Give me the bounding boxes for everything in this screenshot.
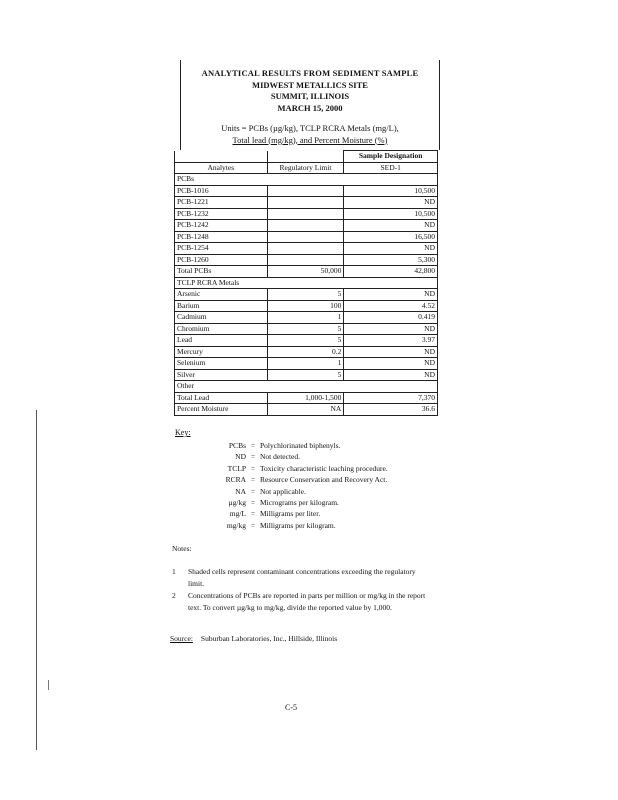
result-value: 7,370 [344,392,438,404]
result-value: 42,800 [344,266,438,278]
key-definition: Resource Conservation and Recovery Act. [260,475,388,485]
key-definition: Milligrams per liter. [260,509,321,519]
note-number: 2 [172,591,176,600]
limit-value: NA [267,404,344,416]
table-row [175,231,438,243]
table-row [175,185,438,197]
table-row [175,358,438,370]
note-item [172,566,432,589]
analyte-name: PCB-1221 [175,197,268,209]
units-line-2: Total lead (mg/kg), and Percent Moisture (%) [232,134,388,145]
key-equals: = [250,463,256,473]
limit-value: 1,000-1,500 [267,392,344,404]
result-value: 36.6 [344,404,438,416]
limit-value: 5 [267,323,344,335]
scan-margin-mark [48,680,49,690]
key-definition: Polychlorinated biphenyls. [260,441,341,450]
limit-value: 5 [267,335,344,347]
source-text: Suburban Laboratories, Inc., Hillside, Illinois [200,634,338,643]
table-row [175,346,438,358]
designation-header-row [175,151,438,163]
key-item [200,486,388,497]
analyte-name: Total Lead [175,392,268,404]
scan-margin-line [36,410,37,750]
analyte-name: Total PCBs [175,266,268,278]
analyte-name: PCB-1248 [175,231,268,243]
notes-title: Notes: [172,544,192,553]
key-definition: Milligrams per kilogram. [260,520,336,530]
key-equals: = [250,509,256,519]
key-equals: = [250,520,256,530]
result-value: 10,500 [344,208,438,220]
analyte-name: Mercury [175,346,268,358]
result-value: ND [344,243,438,255]
table-row [175,220,438,232]
table-header-block [180,60,440,150]
key-item [200,440,388,451]
section-label: Other [175,381,438,393]
key-abbr: mg/L [229,509,246,519]
key-abbr: ND [235,452,246,462]
analyte-name: PCB-1016 [175,185,268,197]
result-value: 3.97 [344,335,438,347]
result-value: ND [344,369,438,381]
table-row [175,323,438,335]
analyte-name: Cadmium [175,312,268,324]
result-value: 4.52 [344,300,438,312]
key-equals: = [250,441,256,450]
table-row [175,392,438,404]
limit-value: 1 [267,312,344,324]
section-label: TCLP RCRA Metals [175,277,438,289]
key-equals: = [250,452,256,462]
result-value: 0.419 [344,312,438,324]
result-value: 10,500 [344,185,438,197]
col-sed-1: SED-1 [344,162,438,174]
table-row [175,254,438,266]
limit-value [267,254,344,266]
sample-date: MARCH 15, 2000 [277,102,343,113]
key-abbr: PCBs [228,441,246,450]
key-abbr: RCRA [225,475,246,485]
result-value: ND [344,358,438,370]
site-name: MIDWEST METALLICS SITE [252,79,368,90]
analyte-name: PCB-1260 [175,254,268,266]
section-row-tclp [175,277,438,289]
key-item [200,497,388,508]
table-row [175,289,438,301]
section-row-other [175,381,438,393]
section-row-pcbs [175,174,438,186]
table-row [175,197,438,209]
analyte-name: Arsenic [175,289,268,301]
key-item [200,508,388,519]
col-analytes: Analytes [175,162,268,174]
key-abbr: µg/kg [228,498,246,508]
limit-value: 5 [267,369,344,381]
key-definition: Not applicable. [260,486,306,496]
column-header-row [175,162,438,174]
result-value: 5,300 [344,254,438,266]
units-line-1: Units = PCBs (µg/kg), TCLP RCRA Metals (mg/L), [221,123,399,133]
key-item [200,451,388,462]
key-definition: Not detected. [260,452,300,462]
col-regulatory-limit: Regulatory Limit [267,162,344,174]
table-row [175,404,438,416]
site-location: SUMMIT, ILLINOIS [270,91,350,101]
source-label: Source: [170,634,193,643]
limit-value [267,243,344,255]
key-item [200,474,388,485]
note-item [172,590,432,613]
table-row [175,300,438,312]
key-abbr: TCLP [227,463,246,473]
key-equals: = [250,475,256,485]
result-value: ND [344,197,438,209]
table-row [175,312,438,324]
table-row [175,208,438,220]
sample-designation-label: Sample Designation [344,151,438,163]
document-title: ANALYTICAL RESULTS FROM SEDIMENT SAMPLE [201,68,419,78]
section-label: PCBs [175,174,438,186]
key-equals: = [250,498,256,508]
analyte-name: Barium [175,300,268,312]
analyte-name: PCB-1254 [175,243,268,255]
key-abbr: NA [235,486,246,496]
page-number: C-5 [285,703,297,712]
key-definition: Micrograms per kilogram. [260,498,339,508]
note-number: 1 [172,567,176,576]
key-equals: = [250,486,256,496]
table-row [175,266,438,278]
analyte-name: Percent Moisture [175,404,268,416]
limit-value [267,197,344,209]
key-item [200,463,388,474]
table-row [175,335,438,347]
analyte-name: Selenium [175,358,268,370]
key-abbr: mg/kg [226,520,246,530]
results-table [174,150,438,416]
analyte-name: PCB-1232 [175,208,268,220]
analyte-name: Silver [175,369,268,381]
key-list [200,440,388,531]
note-text: Concentrations of PCBs are reported in parts per million or mg/kg in the report text. To convert µg/kg to mg/kg, divide the reported value by 1,000. [188,591,426,612]
limit-value: 50,000 [267,266,344,278]
limit-value [267,185,344,197]
analyte-name: PCB-1242 [175,220,268,232]
key-item [200,520,388,531]
note-text: Shaded cells represent contaminant concentrations exceeding the regulatory limit. [188,567,416,588]
table-row [175,369,438,381]
limit-value: 5 [267,289,344,301]
analyte-name: Lead [175,335,268,347]
table-row [175,243,438,255]
limit-value: 100 [267,300,344,312]
key-definition: Toxicity characteristic leaching procedure. [260,463,388,473]
result-value: ND [344,220,438,232]
result-value: ND [344,289,438,301]
limit-value: 1 [267,358,344,370]
analyte-name: Chromium [175,323,268,335]
result-value: ND [344,323,438,335]
result-value: 16,500 [344,231,438,243]
limit-value [267,220,344,232]
source-line [170,634,337,643]
result-value: ND [344,346,438,358]
limit-value: 0.2 [267,346,344,358]
limit-value [267,208,344,220]
limit-value [267,231,344,243]
key-title: Key: [175,428,191,437]
